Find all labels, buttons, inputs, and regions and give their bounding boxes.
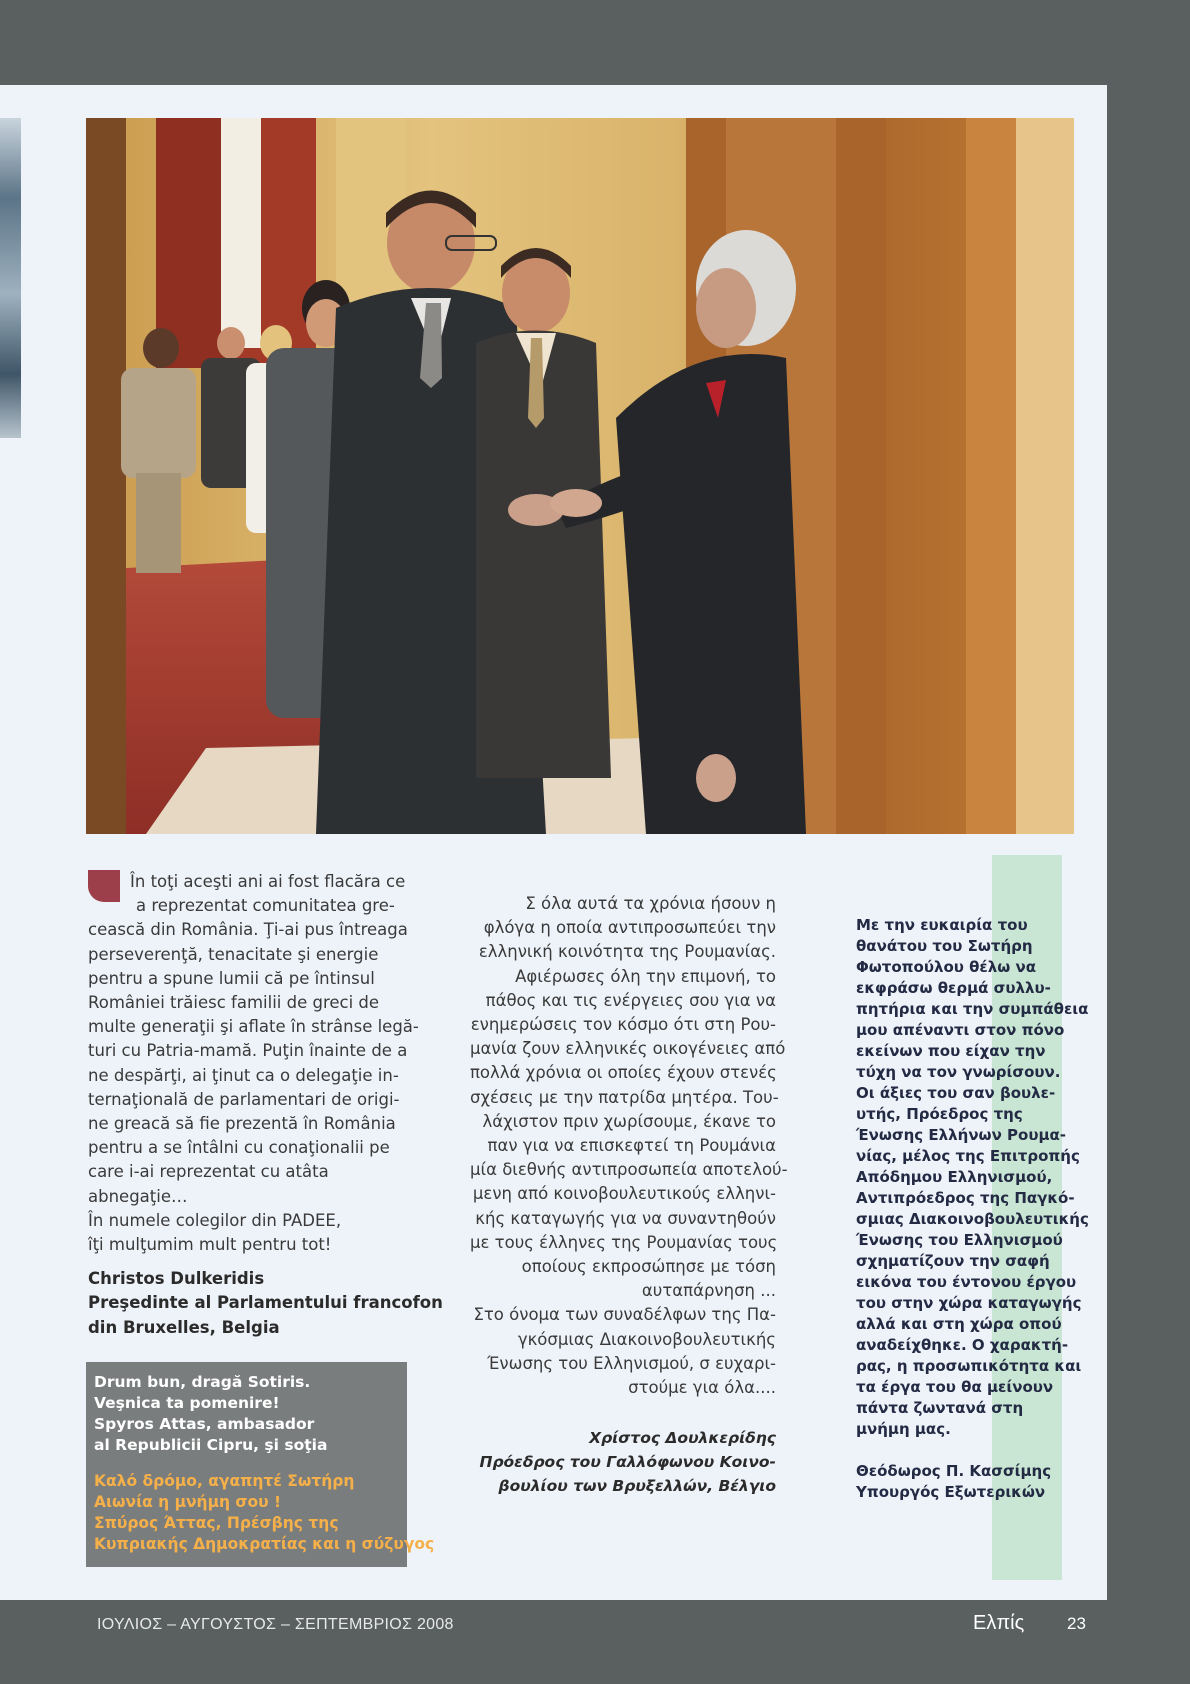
box-line: Αιωνία η μνήμη σου ! xyxy=(94,1493,282,1511)
text-line: μνήμη μας. xyxy=(856,1420,951,1438)
text-line: Οι άξιες του σαν βουλε- xyxy=(856,1084,1056,1102)
signature-line: Χρίστος Δουλκερίδης xyxy=(589,1429,776,1448)
signature-line: Θεόδωρος Π. Κασσίμης xyxy=(856,1462,1052,1480)
signature-line: Preşedinte al Parlamentului francofon xyxy=(88,1293,443,1313)
text-line: turi cu Patria-mamă. Puţin înainte de a xyxy=(88,1041,408,1061)
text-line: οποίους εκπροσώπησε με τόση xyxy=(521,1257,776,1277)
text-line: τα έργα του θα μείνουν xyxy=(856,1378,1054,1396)
text-line: πάντα ζωντανά στη xyxy=(856,1399,1024,1417)
text-line: Με την ευκαιρία του xyxy=(856,916,1028,934)
text-line: του στην χώρα καταγωγής xyxy=(856,1294,1082,1312)
text-line: πολλά χρόνια οι οποίες έχουν στενές xyxy=(470,1063,777,1083)
photo-handshake xyxy=(86,118,1074,834)
text-line: ternaţională de parlamentari de origi- xyxy=(88,1089,400,1109)
greek-tribute-column xyxy=(470,892,788,1498)
text-line: σχέσεις με την πατρίδα μητέρα. Του- xyxy=(470,1087,779,1107)
text-line: care i-ai reprezentat cu atâta xyxy=(88,1162,329,1182)
text-line: României trăiesc familii de greci de xyxy=(88,993,380,1013)
text-line: εικόνα του έντονου έργου xyxy=(856,1273,1077,1291)
text-line: αυταπάρνηση ... xyxy=(641,1281,776,1301)
text-line: κής καταγωγής για να συναντηθούν xyxy=(475,1208,776,1228)
text-line: εκφράσω θερμά συλλυ- xyxy=(856,979,1051,997)
text-line: ελληνική κοινότητα της Ρουμανίας. xyxy=(478,942,776,962)
text-line: ενημερώσεις τον κόσμο ότι στη Ρου- xyxy=(470,1015,776,1035)
text-line: Ένωσης του Ελληνισμού xyxy=(856,1231,1063,1249)
text-line: Σ όλα αυτά τα χρόνια ήσουν η xyxy=(525,894,776,913)
box-line: Veşnica ta pomenire! xyxy=(94,1394,280,1412)
page-number: 23 xyxy=(1067,1614,1086,1633)
text-line: νίας, μέλος της Επιτροπής xyxy=(856,1147,1080,1165)
box-line: Σπύρος Άττας, Πρέσβης της xyxy=(94,1514,339,1532)
signature-dulkeridis-gr xyxy=(470,1426,776,1498)
box-romanian-text xyxy=(94,1372,399,1456)
text-line: Φωτοπούλου θέλω να xyxy=(856,958,1037,976)
text-line: îţi mulţumim mult pentru tot! xyxy=(88,1235,332,1255)
text-line: multe generaţii şi aflate în strânse legă- xyxy=(88,1017,419,1037)
text-line: Στο όνομα των συναδέλφων της Πα- xyxy=(473,1305,776,1325)
text-line: τύχη να τον γνωρίσουν. xyxy=(856,1063,1061,1081)
text-line: Ένωσης Ελλήνων Ρουμα- xyxy=(856,1126,1067,1144)
text-line: pentru a se întâlni cu conaţionalii pe xyxy=(88,1138,390,1158)
box-line: Κυπριακής Δημοκρατίας και η σύζυγος xyxy=(94,1535,435,1553)
text-line: στούμε για όλα.... xyxy=(628,1378,776,1398)
text-line: θανάτου του Σωτήρη xyxy=(856,937,1033,955)
text-line: pentru a spune lumii că pe întinsul xyxy=(88,968,375,988)
box-greek-text xyxy=(94,1471,435,1555)
text-line: Αντιπρόεδρος της Παγκό- xyxy=(856,1189,1075,1207)
text-line: cească din România. Ţi-ai pus întreaga xyxy=(88,920,408,940)
text-line: σμιας Διακοινοβουλευτικής xyxy=(856,1210,1089,1228)
signature-line: Υπουργός Εξωτερικών xyxy=(856,1483,1046,1501)
kassimis-message-column xyxy=(856,915,1089,1503)
text-line: εκείνων που είχαν την xyxy=(856,1042,1046,1060)
text-line: În numele colegilor din PADEE, xyxy=(88,1210,342,1230)
text-line: αλλά και στη χώρα οπού xyxy=(856,1315,1062,1333)
text-line: σχηματίζουν την σαφή xyxy=(856,1252,1050,1270)
signature-line: βουλίου των Βρυξελλών, Βέλγιο xyxy=(498,1477,776,1496)
text-line: γκόσμιας Διακοινοβουλευτικής xyxy=(517,1329,776,1349)
text-line: παν για να επισκεφτεί τη Ρουμάνια xyxy=(487,1136,776,1156)
signature-kassimis xyxy=(856,1461,1066,1503)
box-line: Spyros Attas, ambasador xyxy=(94,1415,315,1433)
text-line: πητήρια και την συμπάθεια xyxy=(856,1000,1089,1018)
issue-date: ΙΟΥΛΙΟΣ – ΑΥΓΟΥΣΤΟΣ – ΣΕΠΤΕΜΒΡΙΟΣ 2008 xyxy=(97,1616,454,1633)
box-line: al Republicii Cipru, şi soţia xyxy=(94,1436,328,1454)
text-line: a reprezentat comunitatea gre- xyxy=(136,896,395,916)
text-line: perseverenţă, tenacitate şi energie xyxy=(88,944,379,964)
signature-line: din Bruxelles, Belgia xyxy=(88,1317,280,1337)
text-line: με τους έλληνες της Ρουμανίας τους xyxy=(470,1232,778,1252)
text-line: μου απέναντι στον πόνο xyxy=(856,1021,1065,1039)
text-line: μανία ζουν ελληνικές οικογένειες από xyxy=(470,1039,786,1059)
text-line: ρας, η προσωπικότητα και xyxy=(856,1357,1082,1375)
text-line: Απόδημου Ελληνισμού, xyxy=(856,1168,1053,1186)
text-line: abnegaţie… xyxy=(88,1186,188,1206)
text-line: În toţi aceşti ani ai fost flacăra ce xyxy=(130,872,406,891)
romanian-tribute-column xyxy=(88,870,443,1340)
text-line: πάθος και τις ενέργειες σου για να xyxy=(485,990,776,1010)
box-line: Καλό δρόμο, αγαπητέ Σωτήρη xyxy=(94,1472,355,1490)
text-line: ne despărţi, ai ţinut ca o delegaţie in- xyxy=(88,1065,399,1085)
text-line: φλόγα η οποία αντιπροσωπεύει την xyxy=(483,918,776,938)
adjacent-photo-edge xyxy=(0,118,21,438)
signature-line: Πρόεδρος του Γαλλόφωνου Κοινο- xyxy=(479,1453,776,1472)
text-line: Ένωσης του Ελληνισμού, σ ευχαρι- xyxy=(487,1353,776,1373)
text-line: υτής, Πρόεδρος της xyxy=(856,1105,1023,1123)
signature-dulkeridis-ro xyxy=(88,1267,443,1340)
attas-condolence-box xyxy=(86,1362,435,1567)
magazine-name: Ελπίς xyxy=(973,1612,1025,1634)
text-line: ne greacă să fie prezentă în România xyxy=(88,1114,396,1134)
text-line: λάχιστον πριν χωρίσουμε, έκανε το xyxy=(482,1111,776,1131)
text-line: Αφιέρωσες όλη την επιμονή, το xyxy=(515,966,776,986)
signature-line: Christos Dulkeridis xyxy=(88,1269,265,1289)
box-line: Drum bun, dragă Sotiris. xyxy=(94,1373,311,1391)
text-line: μία διεθνής αντιπροσωπεία αποτελού- xyxy=(470,1160,788,1180)
text-line: μενη από κοινοβουλευτικούς ελληνι- xyxy=(472,1184,776,1204)
text-line: αναδείχθηκε. Ο χαρακτή- xyxy=(856,1336,1069,1354)
